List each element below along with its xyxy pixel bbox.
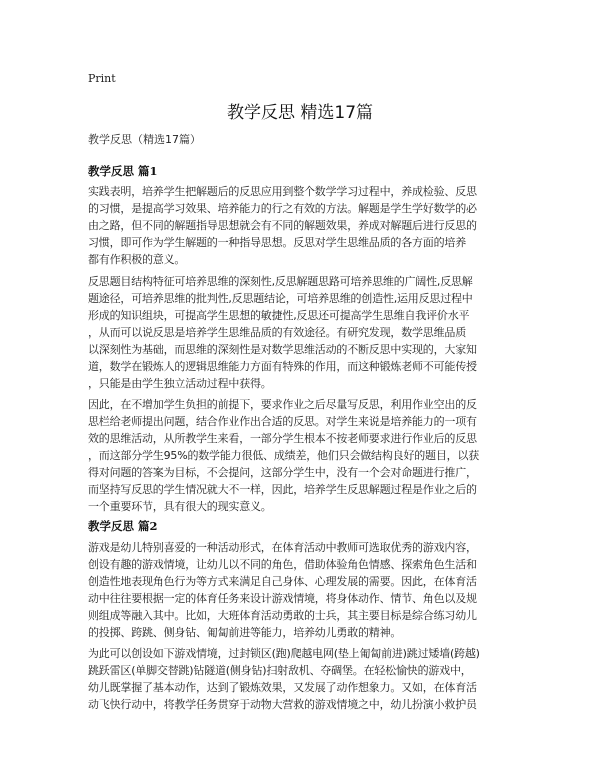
text-line: 跳跃雷区(单脚交替跳)钻隧道(侧身钻)扫射敌机、夺碉堡。在轻松愉快的游戏中，: [88, 664, 472, 677]
text-line: 的投掷、跨跳、侧身钻、匍匐前进等能力，培养幼儿勇敢的精神。: [88, 626, 402, 639]
paragraph: [88, 539, 516, 641]
text-line: 效的思维活动，从所教学生来看，一部分学生根本不按老师要求进行作业后的反思: [88, 432, 477, 445]
paragraph: [88, 183, 516, 268]
text-line: 动飞快行动中，将教学任务贯穿于动物大营救的游戏情境之中，幼儿扮演小救护员: [88, 698, 477, 711]
text-line: ，而这部分学生95%的数学能力很低、成绩差，他们只会做结构良好的题目，以获: [88, 449, 480, 462]
section-heading: 教学反思 篇2: [88, 519, 158, 533]
text-line: 游戏是幼儿特别喜爱的一种活动形式，在体育活动中教师可选取优秀的游戏内容，: [88, 541, 477, 554]
text-line: 而坚持写反思的学生情况就大不一样，因此，培养学生反思解题过程是作业之后的: [88, 483, 477, 496]
text-line: 创设有趣的游戏情境，让幼儿以不同的角色，借助体验角色情感、探索角色生活和: [88, 558, 477, 571]
text-line: 实践表明，培养学生把解题后的反思应用到整个数学学习过程中，养成检验、反思: [88, 185, 477, 198]
section-heading: 教学反思 篇1: [88, 164, 158, 178]
text-line: 得对问题的答案为目标，不会提问，这部分学生中，没有一个会对命题进行推广，: [88, 466, 477, 479]
text-line: 的习惯，是提高学习效果、培养能力的行之有效的方法。解题是学生学好数学的必: [88, 202, 477, 215]
text-line: 反思题目结构特征可培养思维的深刻性,反思解题思路可培养思维的广阔性,反思解: [88, 275, 473, 288]
document-subtitle: 教学反思（精选17篇）: [88, 133, 201, 146]
paragraph: [88, 396, 516, 515]
paragraph: [88, 273, 516, 392]
text-line: 道，数学在锻炼人的逻辑思维能力方面有特殊的作用，而这种锻炼老师不可能传授: [88, 360, 477, 373]
text-line: ，只能是由学生独立活动过程中获得。: [88, 377, 272, 390]
text-line: 为此可以创设如下游戏情境，过封锁区(跑)爬越电网(垫上匍匐前进)跳过矮墙(跨越): [88, 647, 480, 660]
text-line: 一个重要环节，具有很大的现实意义。: [88, 500, 272, 513]
text-line: 形成的知识组块，可提高学生思想的敏捷性,反思还可提高学生思维自我评价水平: [88, 309, 470, 322]
document-title: 教学反思 精选17篇: [226, 103, 374, 123]
text-line: 因此，在不增加学生负担的前提下，要求作业之后尽量写反思，利用作业空出的反: [88, 398, 477, 411]
text-line: 幼儿既掌握了基本动作，达到了锻炼效果，又发展了动作想象力。又如，在体育活: [88, 681, 477, 694]
text-line: 则组成等融入其中。比如，大班体育活动勇敢的士兵，其主要目标是综合练习幼儿: [88, 609, 477, 622]
text-line: 都有作积极的意义。: [88, 253, 186, 266]
text-line: 由之路，但不同的解题指导思想就会有不同的解题效果，养成对解题后进行反思的: [88, 219, 477, 232]
print-link[interactable]: Print: [88, 72, 116, 85]
text-line: 创造性地表现角色行为等方式来满足自己身体、心理发展的需要。因此，在体育活: [88, 575, 477, 588]
text-line: 以深刻性为基础，而思维的深刻性是对数学思维活动的不断反思中实现的，大家知: [88, 343, 477, 356]
text-line: 题途径，可培养思维的批判性,反思题结论，可培养思维的创造性,运用反思过程中: [88, 292, 473, 305]
text-line: 动中往往要根据一定的体育任务来设计游戏情境，将身体动作、情节、角色以及规: [88, 592, 477, 605]
text-line: 习惯，即可作为学生解题的一种指导思想。反思对学生思维品质的各方面的培养: [88, 236, 466, 249]
paragraph: [88, 645, 516, 713]
text-line: 思栏给老师提出问题，结合作业作出合适的反思。对学生来说是培养能力的一项有: [88, 415, 477, 428]
text-line: ，从而可以说反思是培养学生思维品质的有效途径。有研究发现，数学思维品质: [88, 326, 466, 339]
